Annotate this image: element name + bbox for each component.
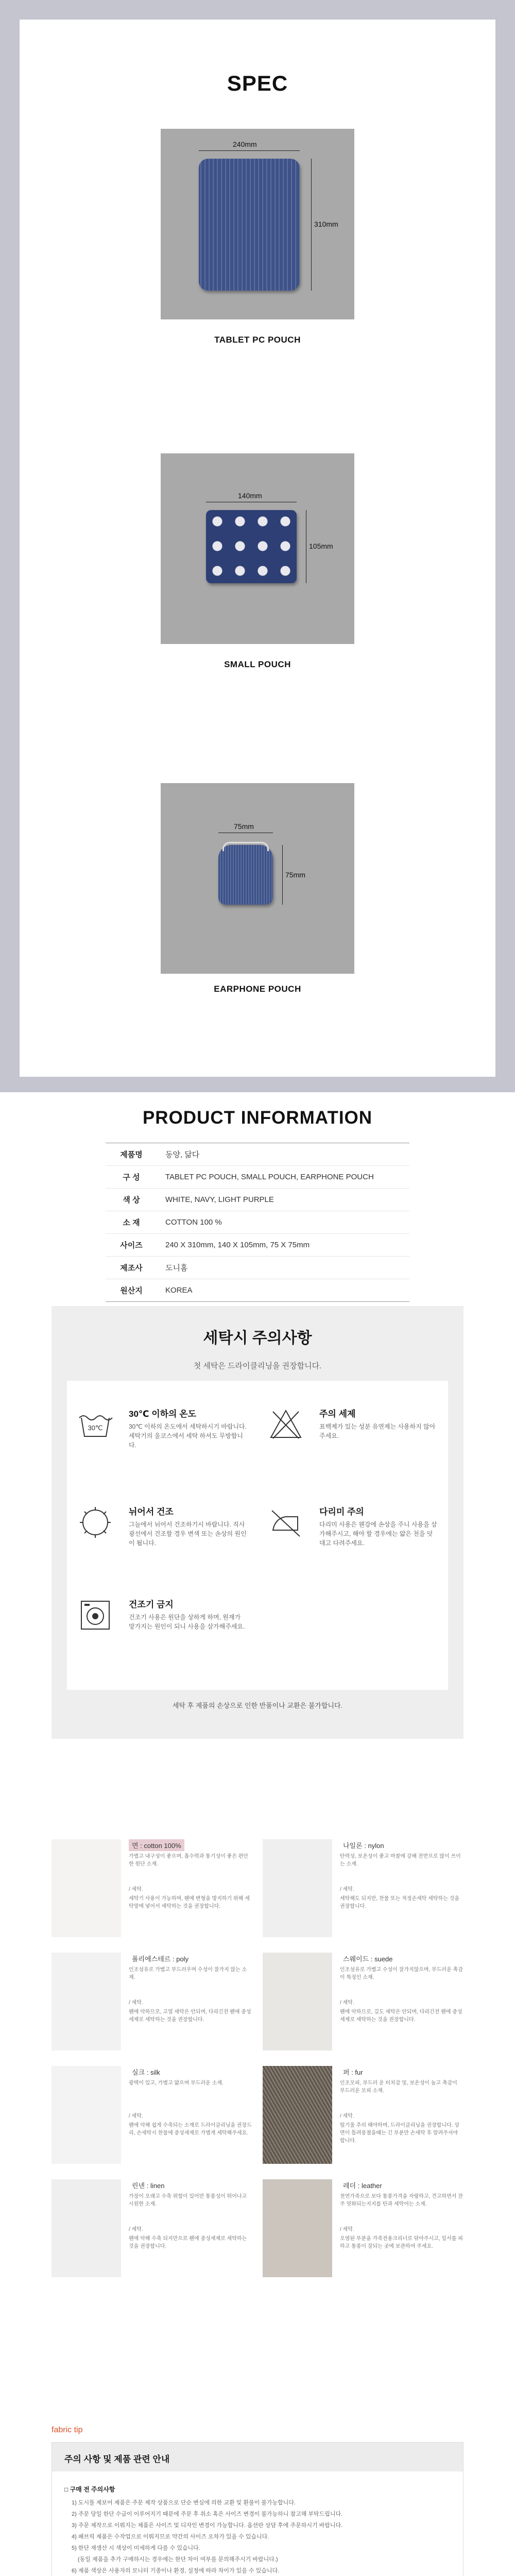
info-row: 사이즈 240 X 310mm, 140 X 105mm, 75 X 75mm [106, 1234, 409, 1257]
wash-item: 뉘어서 건조 그늘에서 뉘어서 건조하기시 바랍니다. 직사광선에서 건조할 경우 변색 또는 손상의 원인이 됩니다. [77, 1499, 247, 1561]
washing-box [67, 1381, 448, 1690]
fabric-image [52, 2179, 121, 2277]
small-pouch-photo [161, 453, 354, 644]
fabric-nylon: 나일론 : nylon 탄력성, 보온성이 좋고 마찰에 강해 전반으로 많이 쓰이는 소재. / 세탁. 세탁해도 되지만, 찬물 또는 적정손세탁 세탁하는 것을 권장합니다. [263, 1839, 464, 1937]
earphone-pouch-shape [218, 845, 273, 905]
fabric-image [263, 1953, 332, 2050]
washing-note: 세탁 후 제품의 손상으로 인한 반품이나 교환은 불가합니다. [172, 1702, 343, 1709]
fabric-image [52, 1839, 121, 1937]
info-row: 제조사 도니홈 [106, 1257, 409, 1279]
spec-title: SPEC [227, 71, 288, 95]
water-30-icon [77, 1406, 113, 1443]
earphone-width-label: 75mm [234, 822, 254, 831]
product-info-title: PRODUCT INFORMATION [142, 1108, 373, 1128]
svg-text:30℃: 30℃ [88, 1424, 103, 1432]
fabric-tip-label: fabric tip [52, 2426, 83, 2434]
tablet-pouch-shape [199, 159, 300, 291]
fabric-linen: 린넨 : linen 가장이 오래고 수축 위험이 있어만 통풍성이 뛰어나고 시원한 소재. / 세탁. 웬에 악해 수축 되지만으로 웬에 중성세제로 세탁하는 것을 권장합니다. [52, 2179, 252, 2277]
wash-item: 건조기 금지 건조기 사용은 원단을 상하게 하며, 원재가 망가지는 원인이 되니 사용을 삼가해주세요. [77, 1592, 247, 1654]
tablet-height-label: 310mm [314, 220, 338, 228]
info-row: 구 성 TABLET PC POUCH, SMALL POUCH, EARPHONE POUCH [106, 1166, 409, 1189]
tablet-width-label: 240mm [233, 140, 257, 148]
notice-section-heading: □ 구매 전 주의사항 [64, 2486, 115, 2493]
tablet-pouch-photo [161, 129, 354, 319]
notice-box: 주의 사항 및 제품 관련 안내 □ 구매 전 주의사항 1) 도시틀 제보어 제품은 주문 제작 상품으로 단순 변심에 의한 교환 및 환불이 불가능합니다. 2) 주문 당일 한단 수급이 이루어지기 때문에 주문 후 취소 혹은 사이즈 변경이 불가능하니 참고해 부탁드립니다. 3) 주문 제작으로 이뤄지는 제품은 사이즈 및 디자인 변경이 가능합니다. 옵션란 상담 후에 주문하시기 바랍니다. 4) 패브릭 제품은 수작업으로 이뤄지므로 약간의 사이즈 오차가 있을 수 있습니다. 5) 한단 재생산 시 색상이 미세하게 다를 수 있습니다. (동일 제품을 추가 구매하시는 경우에는 한단 차이 여부를 문의해주시기 바랍니다.) 6) 제품 색상은 사용자의 모니터 기종이나 환경, 설정에 따라 차이가 있을 수 있습니다. [52, 2442, 464, 2576]
info-row: 원산지 KOREA [106, 1279, 409, 1302]
earphone-pouch-label: EARPHONE POUCH [214, 984, 301, 994]
no-tumble-dry-icon [77, 1597, 113, 1633]
fabric-suede: 스웨이드 : suede 인조섬유로 가볍고 수성이 잘가지않으며, 부드러운 촉감이 특징인 소재. / 세탁. 웬에 악하므로, 길도 세탁은 안되며, 다리긴전 웬에 중성세제로 세탁하는 것을 권장합니다. [263, 1953, 464, 2050]
wash-item: 30℃ 30℃ 이하의 온도 30℃ 이하의 온도에서 세탁하시기 바랍니다. 세탁기의 울코스에서 세탁 하셔도 무방합니다. [77, 1401, 247, 1463]
iron-caution-icon [268, 1504, 304, 1540]
fabric-image [52, 2066, 121, 2164]
info-row: 색 상 WHITE, NAVY, LIGHT PURPLE [106, 1189, 409, 1211]
fabric-image [52, 1953, 121, 2050]
fabric-silk: 실크 : silk 광택이 있고, 가볍고 얇으며 부드러운 소재. / 세탁. 웬에 악해 쉽게 수축되는 소재로 드라이클리닝을 권장드리, 손세탁시 찬물에 중성세제로 가볍게 세탁해주세요. [52, 2066, 252, 2164]
dry-flat-icon [77, 1504, 113, 1540]
fabric-image [263, 2066, 332, 2164]
notice-title: 주의 사항 및 제품 관련 안내 [52, 2443, 463, 2471]
small-pouch-shape [206, 510, 297, 583]
wash-item: 다리미 주의 다리미 사용은 웬강에 손상을 주니 사용을 삼가해주시고, 해야 할 경우에는 얇은 천을 덧대고 다려주세요. [268, 1499, 438, 1561]
earphone-height-label: 75mm [285, 871, 305, 879]
fabric-cotton: 면 : cotton 100% 가볍고 내구성이 좋으며, 흡수력과 통기성이 좋은 편안한 원단 소재. / 세탁. 세탁기 사용이 가능하며, 웬에 변형을 방지하기 위해 세탁망에 넣어서 세탁하는 것을 권장합니다. [52, 1839, 252, 1937]
small-pouch-label: SMALL POUCH [224, 659, 291, 669]
info-row: 제품명 동양, 닮다 [106, 1143, 409, 1166]
fabric-leather: 레더 : leather 천연가죽으로 보다 통풍가격을 자랑하고, 견고하면서 잔주 멋화되는지지를 탄과 세탁어는 소재. / 세탁. 오염된 부분을 가죽전용크리너로 닦아주시고, 일서를 피하고 통풍이 잘되는 곳에 보관하여 주세요. [263, 2179, 464, 2277]
wash-item: 주의 세제 표백제가 있는 성분 유연제는 사용하지 않아주세요. [268, 1401, 438, 1463]
washing-title: 세탁시 주의사항 [203, 1330, 312, 1347]
small-height-label: 105mm [309, 542, 333, 550]
info-row: 소 재 COTTON 100 % [106, 1211, 409, 1234]
fabric-image [263, 2179, 332, 2277]
tablet-pouch-label: TABLET PC POUCH [214, 335, 301, 345]
earphone-pouch-photo [161, 783, 354, 974]
fabric-poly: 폴리에스테르 : poly 인조섬유로 가볍고 부드러우며 수성이 잘가지 않는 소재. / 세탁. 웬에 악하므로, 고열 세탁은 안되며, 다리긴전 웬에 중성세제로 세탁하는 것을 권장합니다. [52, 1953, 252, 2050]
small-width-label: 140mm [238, 492, 262, 500]
no-bleach-icon [268, 1406, 304, 1443]
fabric-fur: 퍼 : fur 인조모피, 부드러 운 터치감 및, 보온성이 높고 촉감이 부드러운 모피 소재. / 세탁. 털기울 추의 해야하며, 드라이클리닝을 권장합니다. 상면이 틀려뭉쳤을때는 긴 부분만 손세탁 후 말려주셔야 합니다. [263, 2066, 464, 2164]
fabric-image [263, 1839, 332, 1937]
washing-subtitle: 첫 세탁은 드라이클리닝을 권장합니다. [193, 1362, 322, 1370]
